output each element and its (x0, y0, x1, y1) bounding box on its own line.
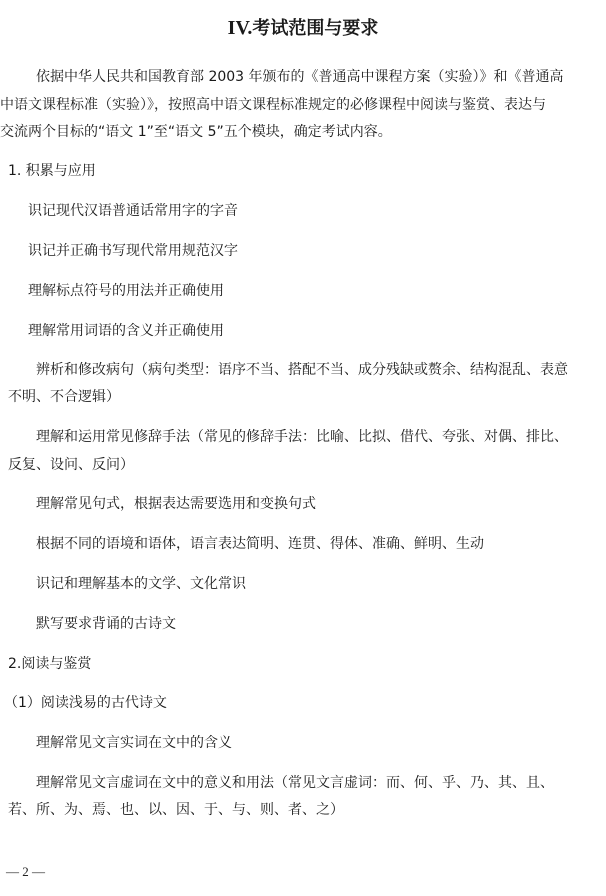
intro-line-2: 中语文课程标准（实验）》，按照高中语文课程标准规定的必修课程中阅读与鉴赏、表达与 (0, 97, 546, 113)
list-item: 理解常见文言实词在文中的含义 (36, 735, 232, 751)
list-item: 默写要求背诵的古诗文 (36, 616, 176, 632)
page-number: — 2 — (6, 864, 45, 879)
list-item-continued: 反复、设问、反问） (8, 457, 134, 473)
list-item: 识记和理解基本的文学、文化常识 (36, 576, 246, 592)
title-text: 考试范围与要求 (252, 18, 379, 39)
list-item: 理解和运用常见修辞手法（常见的修辞手法：比喻、比拟、借代、夸张、对偶、排比、 (36, 429, 568, 445)
section-1-heading: 1. 积累与应用 (8, 163, 96, 179)
list-item: 识记并正确书写现代常用规范汉字 (28, 243, 238, 259)
list-item: 理解标点符号的用法并正确使用 (28, 283, 224, 299)
list-item: 理解常用词语的含义并正确使用 (28, 323, 224, 339)
list-item: 根据不同的语境和语体，语言表达简明、连贯、得体、准确、鲜明、生动 (36, 536, 484, 552)
list-item: 理解常见文言虚词在文中的意义和用法（常见文言虚词：而、何、乎、乃、其、且、 (36, 775, 554, 791)
title-prefix: IV. (227, 17, 253, 39)
list-item: 理解常见句式，根据表达需要选用和变换句式 (36, 496, 316, 512)
section-2-subheading: （1）阅读浅易的古代诗文 (4, 695, 167, 711)
intro-line-3: 交流两个目标的“语文 1”至“语文 5”五个模块，确定考试内容。 (0, 124, 392, 140)
list-item-continued: 不明、不合逻辑） (8, 389, 120, 405)
list-item: 识记现代汉语普通话常用字的字音 (28, 203, 238, 219)
list-item: 辨析和修改病句（病句类型：语序不当、搭配不当、成分残缺或赘余、结构混乱、表意 (36, 362, 568, 378)
intro-line-1: 依据中华人民共和国教育部 2003 年颁布的《普通高中课程方案（实验）》和《普通高 (36, 69, 564, 85)
page-title (0, 15, 606, 42)
list-item-continued: 若、所、为、焉、也、以、因、于、与、则、者、之） (8, 802, 344, 818)
section-2-heading: 2.阅读与鉴赏 (8, 656, 92, 672)
